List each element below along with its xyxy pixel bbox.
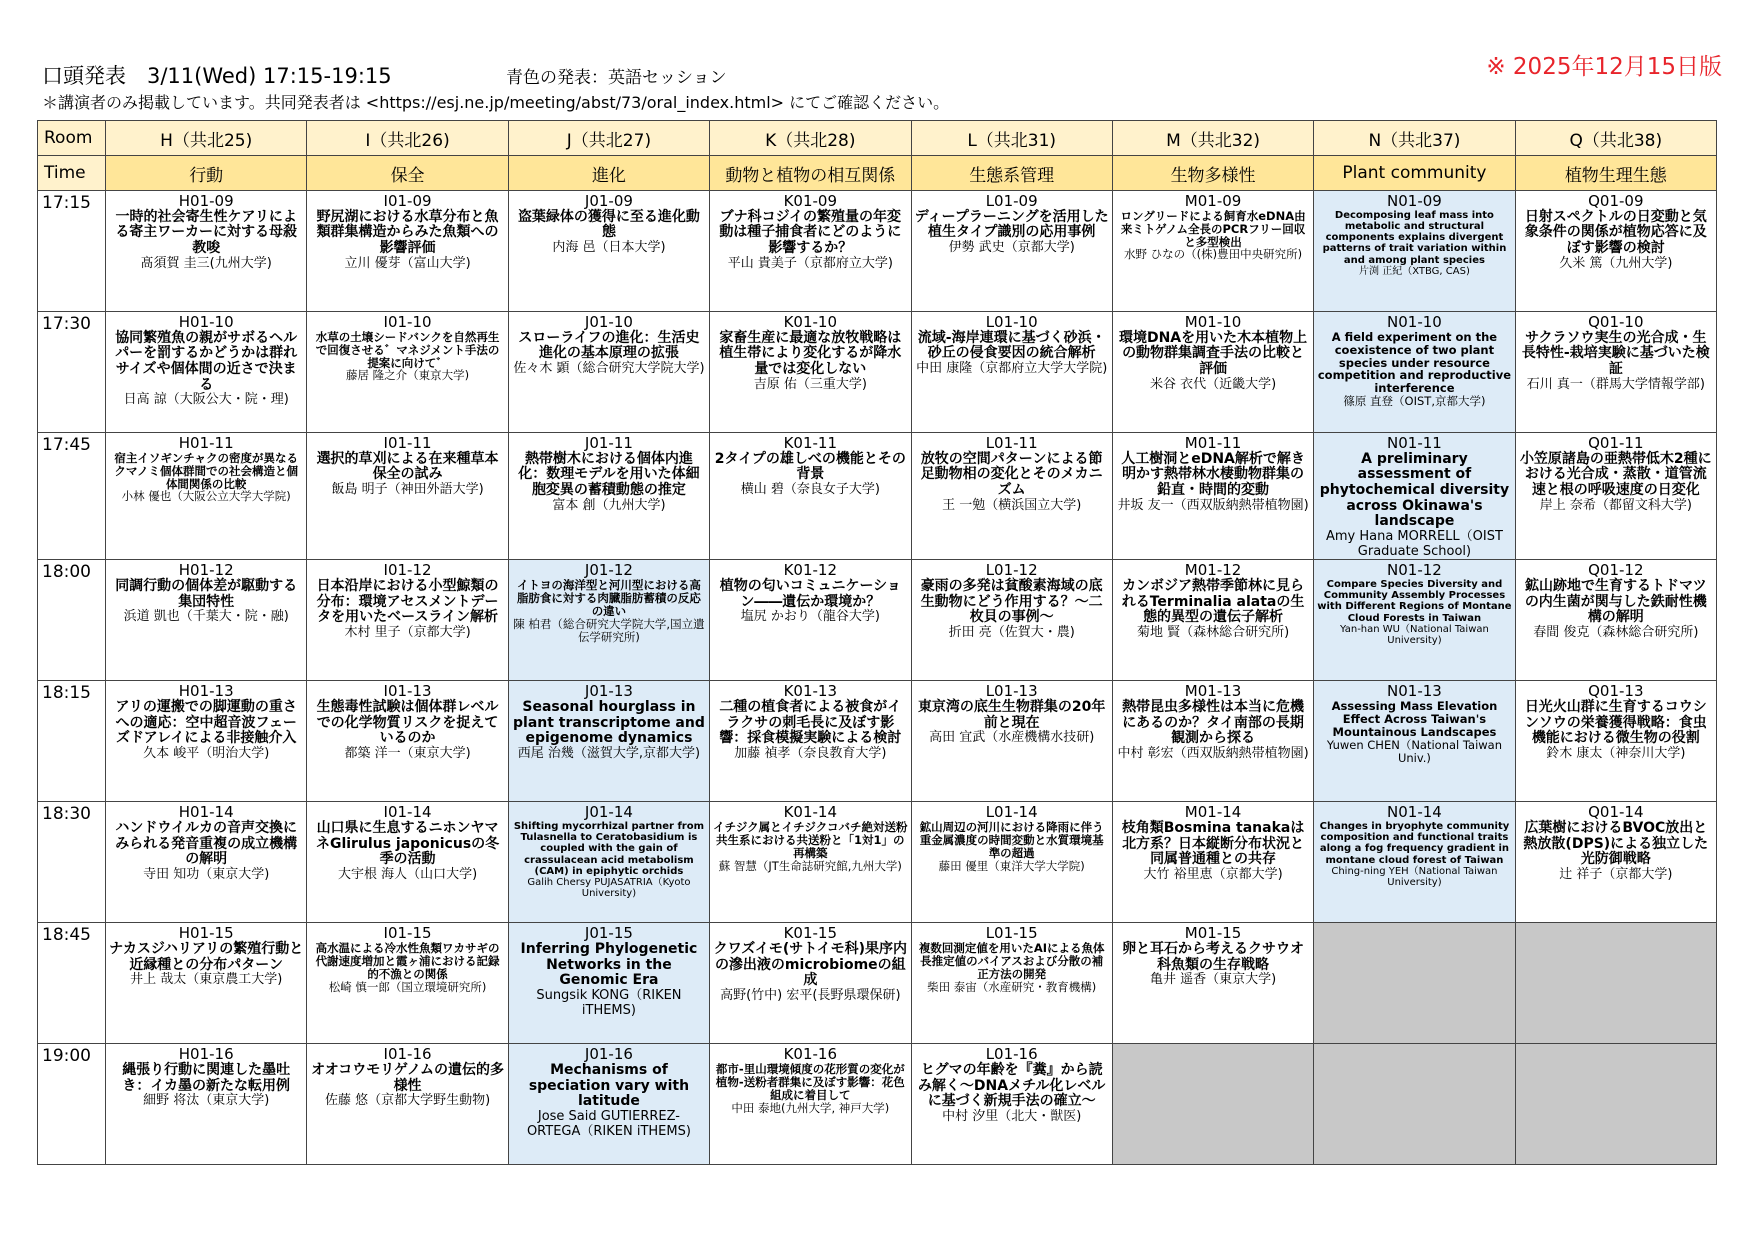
presentation-id: L01-13 <box>985 682 1038 701</box>
presentation-cell <box>911 560 1112 681</box>
empty-slot <box>1314 923 1515 1044</box>
presentation-title: 鉱山周辺の河川における降雨に伴う重金属濃度の時間変動と水質環境基準の超過 <box>919 820 1104 860</box>
presentation-author: 松崎 慎一郎（国立環境研究所) <box>328 979 487 994</box>
presentation-author: 亀井 遥香（東京大学) <box>1149 972 1277 988</box>
presentation-cell <box>911 681 1112 802</box>
presentation-id: Q01-11 <box>1588 434 1644 452</box>
presentation-cell <box>710 1044 911 1165</box>
presentation-id: I01-09 <box>383 192 432 210</box>
presentation-id: I01-15 <box>383 924 432 943</box>
time-slot: 17:15 <box>38 191 106 312</box>
track-h: 行動 <box>106 156 307 191</box>
presentation-id: L01-12 <box>985 561 1038 580</box>
presentation-title: 高水温による冷水性魚類ワカサギの代謝速度増加と霞ヶ浦における記録的不漁との関係 <box>315 941 500 981</box>
presentation-author: 高田 宜武（水産機構水技研) <box>929 730 1095 746</box>
presentation-title: 日射スペクトルの日変動と気象条件の関係が植物応答に及ぼす影響の検討 <box>1524 208 1707 257</box>
presentation-author: 王 一勉（横浜国立大学) <box>942 497 1082 513</box>
presentation-title: 縄張り行動に関連した墨吐き：イカ墨の新たな転用例 <box>122 1062 291 1094</box>
room-label: Room <box>38 121 106 156</box>
presentation-author: 岸上 奈希（都留文科大学) <box>1539 497 1692 513</box>
presentation-author: 佐々木 顕（総合研究大学院大学) <box>513 361 705 377</box>
presentation-author: 鈴木 康太（神奈川大学) <box>1546 746 1686 762</box>
presentation-title: Changes in bryophyte community composition and functional traits along a fog frequency gradient in montane cloud forest of Taiwan <box>1319 821 1510 866</box>
presentation-id: K01-15 <box>783 924 838 943</box>
presentation-id: N01-09 <box>1387 192 1442 210</box>
time-slot: 19:00 <box>38 1044 106 1165</box>
presentation-id: H01-16 <box>178 1045 234 1064</box>
presentation-id: L01-09 <box>985 192 1038 210</box>
time-slot: 18:15 <box>38 681 106 802</box>
room-header-row <box>38 121 1717 156</box>
empty-slot <box>1314 1044 1515 1165</box>
presentation-author: 都築 洋一（東京大学) <box>344 746 471 762</box>
presentation-id: I01-13 <box>383 682 432 701</box>
track-k: 動物と植物の相互関係 <box>710 156 911 191</box>
presentation-author: 立川 優芽（富山大学) <box>344 255 471 271</box>
presentation-id: J01-14 <box>584 803 633 822</box>
presentation-cell <box>911 312 1112 433</box>
track-j: 進化 <box>508 156 709 191</box>
presentation-cell <box>307 681 508 802</box>
room-j: J（共北27) <box>508 121 709 156</box>
presentation-cell <box>1515 802 1716 923</box>
empty-slot <box>1515 923 1716 1044</box>
presentation-cell <box>1314 560 1515 681</box>
presentation-id: K01-14 <box>783 803 838 822</box>
presentation-id: H01-10 <box>178 313 234 331</box>
presentation-author: 富本 創（九州大学) <box>552 497 666 513</box>
room-i: I（共北26) <box>307 121 508 156</box>
presentation-id: H01-13 <box>178 682 234 701</box>
presentation-id: M01-15 <box>1184 924 1242 943</box>
presentation-title: 広葉樹におけるBVOC放出と熱放散(DPS)による独立した光防御戦略 <box>1523 820 1709 868</box>
slot-row <box>38 802 1717 923</box>
presentation-author: 伊勢 武史（京都大学) <box>948 240 1075 256</box>
empty-slot <box>1515 1044 1716 1165</box>
room-n: N（共北37) <box>1314 121 1515 156</box>
slot-row <box>38 1044 1717 1165</box>
presentation-author: Jose Said GUTIERREZ-ORTEGA（RIKEN iTHEMS) <box>526 1109 691 1139</box>
presentation-author: 中村 汐里（北大・獣医) <box>942 1109 1082 1125</box>
presentation-cell <box>911 433 1112 560</box>
presentation-id: L01-14 <box>985 803 1038 822</box>
presentation-id: M01-14 <box>1184 803 1242 822</box>
presentation-title: ハンドウイルカの音声交換にみられる発音重複の成立機構の解明 <box>115 820 298 868</box>
presentation-id: L01-10 <box>985 313 1038 331</box>
presentation-id: Q01-14 <box>1588 803 1644 822</box>
presentation-id: K01-11 <box>783 434 838 452</box>
presentation-cell <box>106 560 307 681</box>
presentation-author: 髙須賀 圭三(九州大学) <box>140 255 272 271</box>
presentation-id: N01-14 <box>1387 803 1442 822</box>
presentation-id: M01-09 <box>1184 192 1242 210</box>
presentation-title: 宿主イソギンチャクの密度が異なるクマノミ個体群間での社会構造と個体間関係の比較 <box>114 450 299 491</box>
presentation-author: 小林 優也（大阪公立大学大学院) <box>121 489 291 504</box>
presentation-cell <box>710 560 911 681</box>
presentation-id: Q01-13 <box>1588 682 1644 701</box>
presentation-title: 豪雨の多発は貧酸素海域の底生動物にどう作用する？～二枚貝の事例～ <box>920 578 1103 626</box>
presentation-cell <box>508 802 709 923</box>
presentation-author: 蘇 智慧（JT生命誌研究館,九州大学) <box>718 858 902 873</box>
presentation-title: 枝角類Bosmina tanakaは北方系？日本縦断分布状況と同属普通種との共存 <box>1121 820 1305 868</box>
presentation-cell <box>911 191 1112 312</box>
presentation-cell <box>307 312 508 433</box>
presentation-title: 熱帯樹木における個体内進化：数理モデルを用いた体細胞変異の蓄積動態の推定 <box>518 450 700 499</box>
presentation-author: 米谷 衣代（近畿大学) <box>1149 376 1277 392</box>
presentation-cell <box>1112 191 1313 312</box>
presentation-title: A preliminary assessment of phytochemical diversity across Okinawa's landscape <box>1319 450 1510 530</box>
time-slot: 18:30 <box>38 802 106 923</box>
track-q: 植物生理生態 <box>1515 156 1716 191</box>
presentation-cell <box>508 560 709 681</box>
presentation-author: 中田 康隆（京都府立大学大学院) <box>916 361 1108 377</box>
presentation-author: Galih Chersy PUJASATRIA（Kyoto University) <box>527 876 691 900</box>
room-h: H（共北25) <box>106 121 307 156</box>
presentation-cell <box>911 802 1112 923</box>
presentation-author: 中村 彰宏（西双版納熱帯植物園) <box>1117 746 1309 762</box>
presentation-id: I01-14 <box>383 803 432 822</box>
presentation-author: 辻 祥子（京都大学) <box>1559 867 1673 883</box>
presentation-cell <box>710 433 911 560</box>
presentation-cell <box>106 923 307 1044</box>
track-l: 生態系管理 <box>911 156 1112 191</box>
presentation-id: H01-15 <box>178 924 234 943</box>
presentation-cell <box>1112 923 1313 1044</box>
presentation-title: 水草の土壌シードバンクを自然再生で回復させる゛マネジメント手法の提案に向けて゛ <box>315 329 500 370</box>
presentation-id: J01-11 <box>584 434 633 452</box>
presentation-title: ディープラーニングを活用した植生タイプ識別の応用事例 <box>914 208 1109 241</box>
time-slot: 17:30 <box>38 312 106 433</box>
time-slot: 18:45 <box>38 923 106 1044</box>
presentation-cell <box>710 681 911 802</box>
room-k: K（共北28) <box>710 121 911 156</box>
presentation-id: Q01-10 <box>1588 313 1644 331</box>
track-m: 生物多様性 <box>1112 156 1313 191</box>
presentation-cell <box>1515 560 1716 681</box>
presentation-id: K01-12 <box>783 561 838 580</box>
presentation-author: 浜道 凱也（千葉大・院・融) <box>123 609 289 625</box>
presentation-author: 寺田 知功（東京大学) <box>143 867 270 883</box>
presentation-id: J01-16 <box>584 1045 633 1064</box>
presentation-cell <box>1314 312 1515 433</box>
presentation-title: 植物の匂いコミュニケーション――遺伝か環境か？ <box>719 578 901 610</box>
track-n: Plant community <box>1314 156 1515 191</box>
presentation-cell <box>1515 681 1716 802</box>
presentation-cell <box>307 433 508 560</box>
presentation-id: Q01-12 <box>1588 561 1644 580</box>
time-slot: 18:00 <box>38 560 106 681</box>
presentation-author: 春間 俊克（森林総合研究所) <box>1533 625 1699 641</box>
presentation-title: イトヨの海洋型と河川型における高脂肪食に対する肉臓脂肪蓄積の反応の違い <box>516 578 701 618</box>
presentation-cell <box>307 923 508 1044</box>
presentation-id: I01-16 <box>383 1045 432 1064</box>
presentation-id: I01-11 <box>383 434 432 452</box>
presentation-author: 水野 ひなの（(株)豊田中央研究所) <box>1124 247 1303 262</box>
page-title: 口頭発表 3/11(Wed) 17:15-19:15 <box>42 64 392 88</box>
presentation-author: 菊地 賢（森林総合研究所) <box>1136 625 1290 641</box>
presentation-title: Mechanisms of speciation vary with latitude <box>528 1062 690 1110</box>
presentation-title: ヒグマの年齢を『糞』から読み解く～DNAメチル化レベルに基づく新規手法の確立～ <box>917 1062 1106 1110</box>
presentation-author: 細野 将汰（東京大学) <box>143 1093 270 1109</box>
presentation-title: スローライフの進化：生活史進化の基本原理の拡張 <box>518 329 700 362</box>
presentation-cell <box>710 923 911 1044</box>
presentation-title: 山口県に生息するニホンヤマネGlirulus japonicusの冬季の活動 <box>315 820 500 868</box>
presentation-id: M01-13 <box>1184 682 1242 701</box>
presentation-title: Decomposing leaf mass into metabolic and structural components explains divergent patterns of trait variation within and among plant species <box>1322 209 1507 266</box>
presentation-title: オオコウモリゲノムの遺伝的多様性 <box>311 1062 504 1094</box>
presentation-title: サクラソウ実生の光合成・生長特性-栽培実験に基づいた検証 <box>1521 329 1710 378</box>
presentation-cell <box>508 433 709 560</box>
presentation-author: 木村 里子（京都大学) <box>344 625 471 641</box>
presentation-author: Yuwen CHEN（National Taiwan Univ.) <box>1326 737 1503 765</box>
presentation-title: Compare Species Diversity and Community Assembly Processes with Different Regions of Montane Cloud Forests in Taiwan <box>1317 579 1512 624</box>
presentation-id: H01-09 <box>178 192 234 210</box>
presentation-cell <box>1314 681 1515 802</box>
presentation-cell <box>307 191 508 312</box>
room-m: M（共北32) <box>1112 121 1313 156</box>
presentation-title: カンボジア熱帯季節林に見られるTerminalia alataの生態的異型の遺伝子解析 <box>1121 578 1305 626</box>
presentation-author: 佐藤 悠（京都大学野生動物) <box>324 1093 491 1109</box>
presentation-cell <box>1314 433 1515 560</box>
presentation-author: 井上 哉太（東京農工大学) <box>130 972 283 988</box>
presentation-title: 2タイプの雄しべの機能とその背景 <box>714 450 906 483</box>
presentation-author: 横山 碧（奈良女子大学) <box>740 482 880 498</box>
presentation-title: Assessing Mass Elevation Effect Across Taiwan's Mountainous Landscapes <box>1331 699 1498 739</box>
presentation-title: 日光火山群に生育するコウシンソウの栄養獲得戦略：食虫機能における微生物の役割 <box>1524 699 1707 747</box>
presentation-title: 複数回測定値を用いたAIによる魚体長推定値のバイアスおよび分散の補正方法の開発 <box>918 941 1105 981</box>
presentation-id: H01-11 <box>178 434 234 452</box>
presentation-author: Sungsik KONG（RIKEN iTHEMS) <box>536 988 682 1018</box>
schedule-table <box>37 120 1717 1165</box>
presentation-id: J01-09 <box>584 192 633 210</box>
presentation-author: 高野(竹中) 宏平(長野県環保研) <box>720 988 901 1004</box>
room-q: Q（共北38) <box>1515 121 1716 156</box>
presentation-author: 平山 貴美子（京都府立大学) <box>727 255 893 271</box>
presentation-author: 西尾 治幾（滋賀大学,京都大学) <box>517 746 701 762</box>
presentation-title: 小笠原諸島の亜熱帯低木2種における光合成・蒸散・道管流速と根の呼吸速度の日変化 <box>1519 450 1712 499</box>
presentation-cell <box>1112 433 1313 560</box>
presentation-id: M01-12 <box>1184 561 1242 580</box>
presentation-cell <box>307 802 508 923</box>
presentation-title: 野尻湖における水草分布と魚類群集構造からみた魚類への影響評価 <box>316 208 499 257</box>
presentation-id: N01-10 <box>1387 313 1442 331</box>
presentation-title: アリの運搬での脚運動の重さへの適応：空中超音波フェーズドアレイによる非接触介入 <box>115 699 297 747</box>
presentation-id: L01-16 <box>985 1045 1038 1064</box>
presentation-author: 久米 篤（九州大学) <box>1559 255 1673 271</box>
slot-row <box>38 560 1717 681</box>
presentation-author: 塩尻 かおり（龍谷大学) <box>740 609 880 625</box>
presentation-title: 家畜生産に最適な放牧戦略は植生帯により変化するが降水量では変化しない <box>719 329 902 378</box>
presentation-title: 流域-海岸連環に基づく砂浜・砂丘の侵食要因の統合解析 <box>917 329 1106 362</box>
presentation-id: L01-11 <box>985 434 1038 452</box>
presentation-id: J01-10 <box>584 313 633 331</box>
presentation-id: H01-12 <box>178 561 234 580</box>
presentation-author: 飯島 明子（神田外語大学) <box>331 482 484 498</box>
presentation-id: I01-10 <box>383 313 432 331</box>
presentation-cell <box>508 681 709 802</box>
presentation-author: 久本 峻平（明治大学) <box>143 746 270 762</box>
presentation-id: N01-12 <box>1387 561 1442 580</box>
presentation-title: 人工樹洞とeDNA解析で解き明かす熱帯林水棲動物群集の鉛直・時間的変動 <box>1121 450 1305 499</box>
presentation-cell <box>508 312 709 433</box>
presentation-cell <box>1515 312 1716 433</box>
presentation-title: 一時的社会寄生性ケアリによる寄主ワーカーに対する母殺教唆 <box>115 208 298 257</box>
slot-row <box>38 312 1717 433</box>
presentation-id: K01-13 <box>783 682 838 701</box>
presentation-author: 折田 亮（佐賀大・農) <box>948 625 1075 641</box>
presentation-cell <box>1515 191 1716 312</box>
presentation-author: 日高 諒（大阪公大・院・理) <box>123 392 289 408</box>
presentation-cell <box>106 1044 307 1165</box>
presentation-author: 吉原 佑（三重大学) <box>753 376 867 392</box>
slot-row <box>38 681 1717 802</box>
presentation-cell <box>508 1044 709 1165</box>
presentation-author: Yan-han WU（National Taiwan University) <box>1340 623 1489 646</box>
presentation-title: 日本沿岸における小型鯨類の分布：環境アセスメントデータを用いたベースライン解析 <box>316 578 499 626</box>
presentation-author: Ching-ning YEH（National Taiwan University) <box>1331 865 1498 888</box>
presentation-title: 環境DNAを用いた木本植物上の動物群集調査手法の比較と評価 <box>1118 329 1308 378</box>
presentation-id: N01-13 <box>1387 682 1442 701</box>
version-label: ※ 2025年12月15日版 <box>1486 54 1722 80</box>
presentation-author: 内海 邑（日本大学) <box>552 240 666 256</box>
room-l: L（共北31) <box>911 121 1112 156</box>
presentation-id: Q01-09 <box>1588 192 1644 210</box>
presentation-title: 協同繁殖魚の親がサボるヘルパーを罰するかどうかは群れサイズや個体間の近さで決まる <box>115 329 298 393</box>
presentation-cell <box>1112 312 1313 433</box>
presentation-id: L01-15 <box>985 924 1038 943</box>
presentation-author: 藤居 隆之介（東京大学) <box>345 368 470 383</box>
presentation-id: K01-10 <box>783 313 838 331</box>
presentation-cell <box>710 802 911 923</box>
presentation-cell <box>106 191 307 312</box>
presentation-title: A field experiment on the coexistence of two plant species under resource competition and reproductive interference <box>1317 329 1511 396</box>
presentation-cell <box>911 1044 1112 1165</box>
presentation-title: 同調行動の個体差が駆動する集団特性 <box>115 578 298 610</box>
speaker-note: ＊講演者のみ掲載しています。共同発表者は <https://esj.ne.jp/meeting/abst/73/oral_index.html> にてご確認ください。 <box>42 93 950 112</box>
presentation-id: M01-10 <box>1184 313 1242 331</box>
presentation-id: J01-13 <box>584 682 633 701</box>
presentation-id: I01-12 <box>383 561 432 580</box>
presentation-id: J01-15 <box>584 924 633 943</box>
presentation-author: Amy Hana MORRELL（OIST Graduate School) <box>1325 529 1503 559</box>
presentation-cell <box>106 312 307 433</box>
presentation-cell <box>1112 802 1313 923</box>
presentation-title: 東京湾の底生生物群集の20年前と現在 <box>917 699 1106 731</box>
slot-row <box>38 191 1717 312</box>
presentation-title: ナカスジハリアリの繁殖行動と近縁種との分布パターン <box>109 941 304 973</box>
presentation-cell <box>1112 681 1313 802</box>
presentation-author: 藤田 優里（東洋大学大学院) <box>938 858 1085 873</box>
presentation-id: H01-14 <box>178 803 234 822</box>
presentation-cell <box>307 560 508 681</box>
presentation-title: Seasonal hourglass in plant transcriptome and epigenome dynamics <box>513 699 705 747</box>
presentation-cell <box>1515 433 1716 560</box>
presentation-title: 盗葉緑体の獲得に至る進化動態 <box>517 208 700 241</box>
presentation-cell <box>1314 191 1515 312</box>
presentation-title: 放牧の空間パターンによる節足動物相の変化とそのメカニズム <box>920 450 1103 499</box>
slot-row <box>38 923 1717 1044</box>
presentation-author: 中田 泰地(九州大学, 神戸大学) <box>731 1100 890 1115</box>
presentation-author: 柴田 泰宙（水産研究・教育機構) <box>927 979 1097 994</box>
presentation-author: 大竹 裕里恵（京都大学) <box>1143 867 1283 883</box>
presentation-cell <box>106 802 307 923</box>
presentation-id: K01-16 <box>783 1045 838 1064</box>
presentation-cell <box>710 312 911 433</box>
presentation-author: 井坂 友一（西双版納熱帯植物園) <box>1117 497 1309 513</box>
presentation-id: M01-11 <box>1184 434 1242 452</box>
presentation-title: ブナ科コジイの繁殖量の年変動は種子捕食者にどのように影響するか？ <box>719 208 902 257</box>
presentation-author: 大宇根 海人（山口大学) <box>337 867 478 883</box>
presentation-title: イチジク属とイチジクコバチ絶対送粉共生系における共送粉と「1対1」の再構築 <box>713 820 908 860</box>
presentation-cell <box>508 923 709 1044</box>
presentation-id: J01-12 <box>584 561 633 580</box>
time-label: Time <box>38 156 106 191</box>
presentation-author: 陳 柏君（総合研究大学院大学,国立遺伝学研究所) <box>513 616 705 644</box>
presentation-title: 選択的草刈による在来種草本保全の試み <box>316 450 499 483</box>
presentation-author: 片渕 正紀（XTBG, CAS) <box>1359 265 1470 277</box>
presentation-cell <box>710 191 911 312</box>
presentation-cell <box>106 681 307 802</box>
presentation-cell <box>1314 802 1515 923</box>
presentation-cell <box>106 433 307 560</box>
presentation-title: 熱帯昆虫多様性は本当に危機にあるのか？タイ南部の長期観測から探る <box>1122 699 1305 747</box>
presentation-title: Shifting mycorrhizal partner from Tulasnella to Ceratobasidium is coupled with the gain of crassulacean acid metabolism (CAM) in epiphytic orchids <box>513 821 705 877</box>
slot-row <box>38 433 1717 560</box>
track-header-row <box>38 156 1717 191</box>
presentation-author: 石川 真一（群馬大学情報学部) <box>1526 376 1705 392</box>
presentation-author: 篠原 直登（OIST,京都大学) <box>1343 394 1486 409</box>
track-i: 保全 <box>307 156 508 191</box>
presentation-title: 生態毒性試験は個体群レベルでの化学物質リスクを捉えているのか <box>316 699 499 747</box>
presentation-cell <box>307 1044 508 1165</box>
presentation-author: 加藤 禎孝（奈良教育大学) <box>734 746 887 762</box>
presentation-title: クワズイモ(サトイモ科)果序内の滲出液のmicrobiomeの組成 <box>713 941 908 989</box>
presentation-title: 都市-里山環境傾度の花形質の変化が植物-送粉者群集に及ぼす影響：花色組成に着目して <box>715 1062 905 1102</box>
presentation-title: ロングリードによる飼育水eDNA由来ミトゲノム全長のPCRフリー回収と多型検出 <box>1120 208 1306 249</box>
time-slot: 17:45 <box>38 433 106 560</box>
english-session-note: 青色の発表：英語セッション <box>506 68 727 88</box>
presentation-title: 卵と耳石から考えるクサウオ科魚類の生存戦略 <box>1122 941 1305 973</box>
presentation-title: 二種の植食者による被食がイラクサの刺毛長に及ぼす影響：採食模擬実験による検討 <box>719 699 902 747</box>
presentation-title: 鉱山跡地で生育するトドマツの内生菌が関与した鉄耐性機構の解明 <box>1524 578 1707 626</box>
presentation-title: Inferring Phylogenetic Networks in the Genomic Era <box>520 941 698 989</box>
empty-slot <box>1112 1044 1313 1165</box>
presentation-cell <box>508 191 709 312</box>
presentation-id: N01-11 <box>1387 434 1442 452</box>
presentation-cell <box>1112 560 1313 681</box>
presentation-cell <box>911 923 1112 1044</box>
presentation-id: K01-09 <box>783 192 838 210</box>
